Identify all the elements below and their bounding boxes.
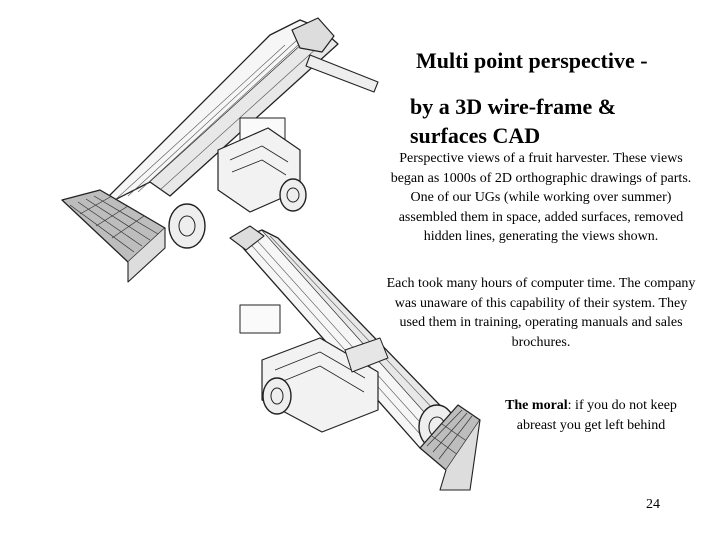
moral-label: The moral <box>505 398 568 413</box>
slide-title-line-3: surfaces CAD <box>410 123 541 148</box>
upper-harvester-drawing <box>62 18 378 282</box>
company-usage-paragraph: Each took many hours of computer time. The company was unaware of this capability of their system. They used them in training, operating manuals and sales brochures. <box>386 276 696 350</box>
lower-harvester-drawing <box>230 226 480 490</box>
slide-title-line-2: by a 3D wire-frame & <box>410 94 617 119</box>
moral-text: : if you do not keep abreast you get left behind <box>516 398 677 433</box>
page-number: 24 <box>646 497 660 512</box>
description-paragraph: Perspective views of a fruit harvester. These views began as 1000s of 2D orthographic drawings of parts. One of our UGs (while working over summer) assembled them in space, added surfaces, removed hidden lines, generating the views shown. <box>390 151 692 244</box>
slide-title-line-1: Multi point perspective - <box>416 48 648 73</box>
moral-paragraph <box>505 396 677 435</box>
